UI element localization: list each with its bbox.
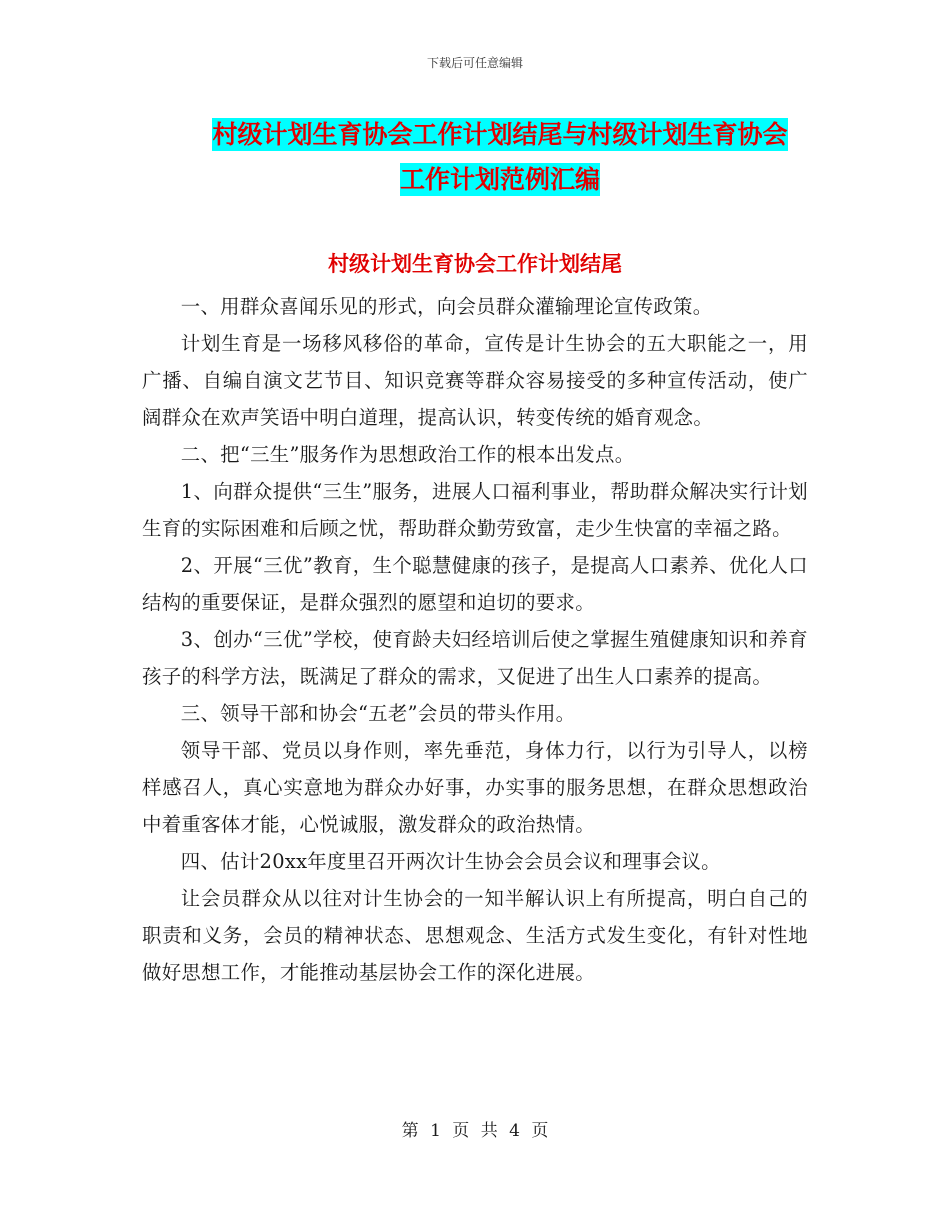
paragraph: 一、用群众喜闻乐见的形式，向会员群众灌输理论宣传政策。 <box>180 295 713 318</box>
section-title: 村级计划生育协会工作计划结尾 <box>328 252 622 276</box>
header-note: 下载后可任意编辑 <box>426 56 523 70</box>
paragraph: 计划生育是一场移风移俗的革命，宣传是计生协会的五大职能之一，用广播、自编自演文艺节目、知识竞赛等群众容易接受的多种宣传活动，使广阔群众在欢声笑语中明白道理，提高认识，转变传统的婚育观念。 <box>142 332 808 429</box>
body-text <box>142 288 808 991</box>
title-line-1: 村级计划生育协会工作计划结尾与村级计划生育协会 <box>212 120 788 149</box>
paragraph: 让会员群众从以往对计生协会的一知半解认识上有所提高，明白自己的职责和义务，会员的精神状态、思想观念、生活方式发生变化，有针对性地做好思想工作，才能推动基层协会工作的深化进展。 <box>142 887 808 984</box>
paragraph: 四、估计20xx年度里召开两次计生协会会员会议和理事会议。 <box>180 850 721 873</box>
paragraph: 1、向群众提供“三生”服务，进展人口福利事业，帮助群众解决实行计划生育的实际困难和后顾之忧，帮助群众勤劳致富，走少生快富的幸福之路。 <box>142 480 808 540</box>
paragraph: 3、创办“三优”学校，使育龄夫妇经培训后使之掌握生殖健康知识和养育孩子的科学方法，既满足了群众的需求，又促进了出生人口素养的提高。 <box>142 628 808 688</box>
title-line-2: 工作计划范例汇编 <box>399 165 600 194</box>
page-number-footer: 第 1 页 共 4 页 <box>401 1121 549 1141</box>
document-title <box>150 112 850 202</box>
paragraph: 三、领导干部和协会“五老”会员的带头作用。 <box>180 702 576 725</box>
paragraph: 领导干部、党员以身作则，率先垂范，身体力行，以行为引导人，以榜样感召人，真心实意地为群众办好事，办实事的服务思想，在群众思想政治中着重客体才能，心悦诚服，激发群众的政治热情。 <box>142 739 808 836</box>
paragraph: 二、把“三生”服务作为思想政治工作的根本出发点。 <box>180 443 635 466</box>
paragraph: 2、开展“三优”教育，生个聪慧健康的孩子，是提高人口素养、优化人口结构的重要保证，是群众强烈的愿望和迫切的要求。 <box>142 554 808 614</box>
